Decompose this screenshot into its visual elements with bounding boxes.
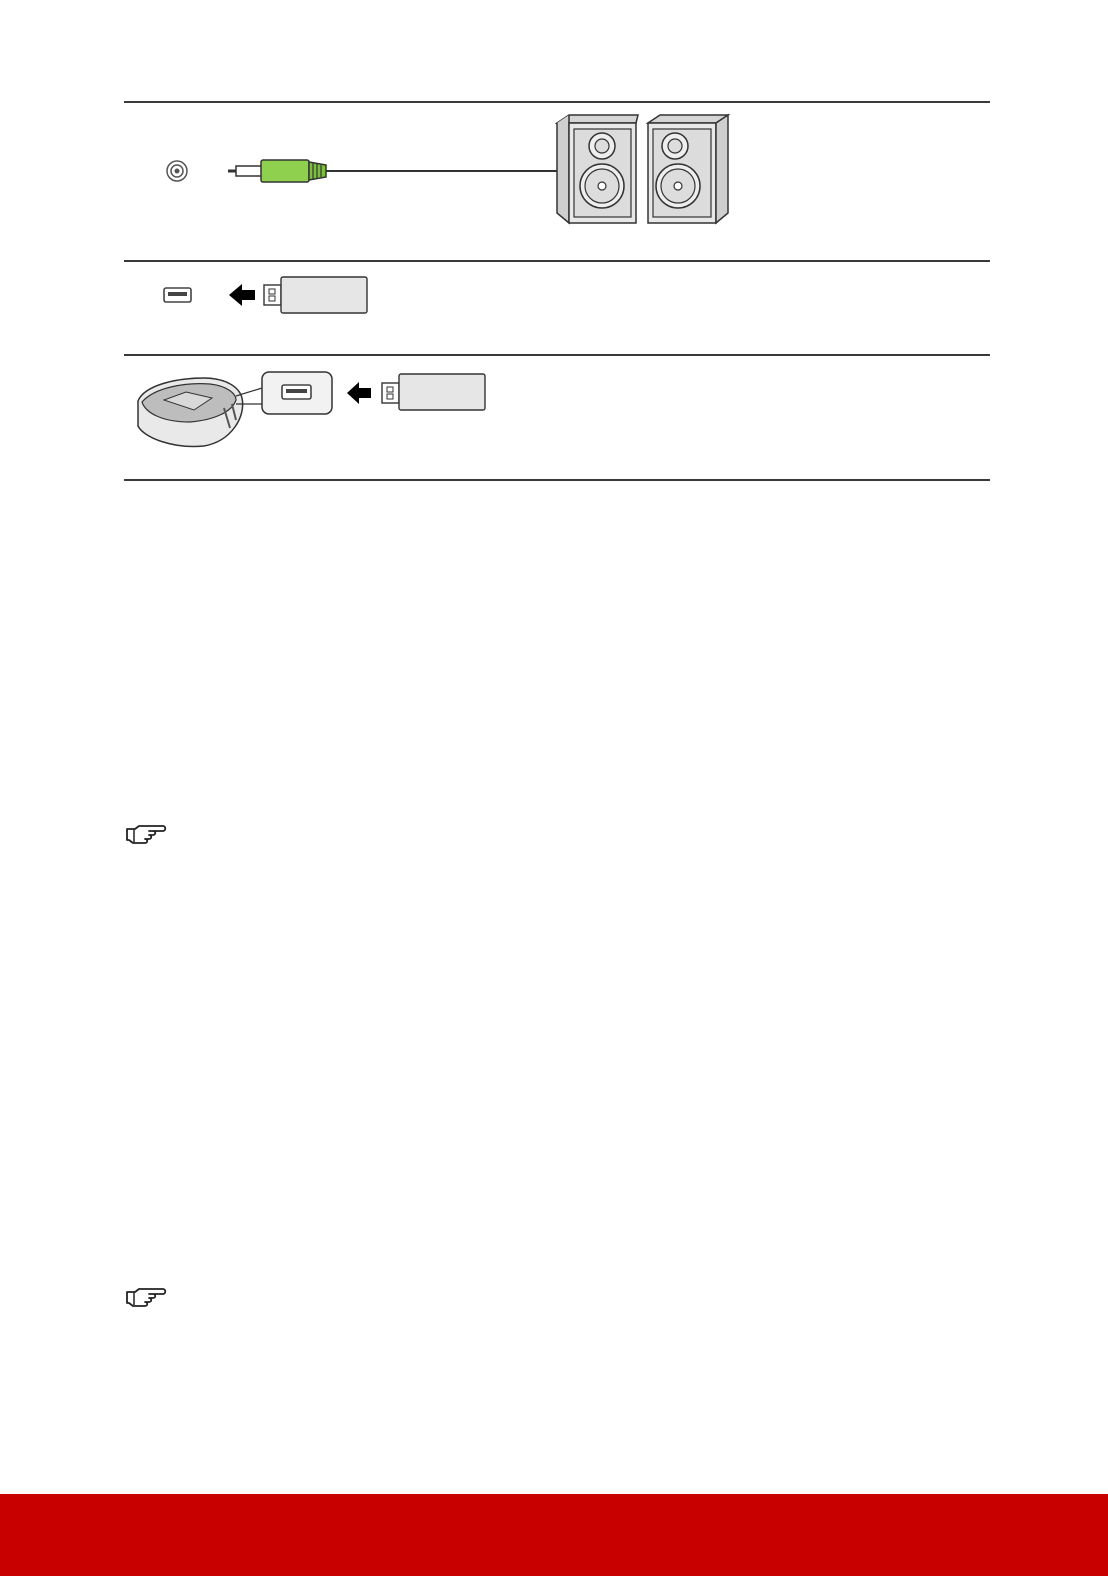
- dock-usb-port-icon: [262, 372, 332, 414]
- usb-flash-drive-icon: [382, 374, 485, 410]
- table-row-audio-speakers: [124, 103, 990, 260]
- audio-connection-diagram: [124, 103, 990, 260]
- speaker-left-icon: [557, 115, 638, 223]
- audio-out-jack-icon: [167, 161, 187, 181]
- table-bottom-rule: [124, 479, 990, 481]
- docking-station-icon: [138, 378, 243, 446]
- table-row-usb: [124, 262, 990, 354]
- usb-flash-drive-icon: [264, 277, 367, 313]
- usb-connection-diagram: [124, 262, 990, 354]
- insert-arrow-icon: [229, 284, 255, 306]
- pointing-hand-note-icon: [125, 1286, 169, 1310]
- table-row-dock-usb: [124, 356, 990, 479]
- pointing-hand-note-icon: [125, 823, 169, 847]
- insert-arrow-icon: [347, 382, 371, 404]
- audio-plug-icon: [228, 160, 326, 182]
- usb-port-icon: [164, 288, 191, 302]
- dock-usb-connection-diagram: [124, 356, 990, 479]
- footer-bar: [0, 1494, 1108, 1576]
- speaker-right-icon: [648, 115, 728, 223]
